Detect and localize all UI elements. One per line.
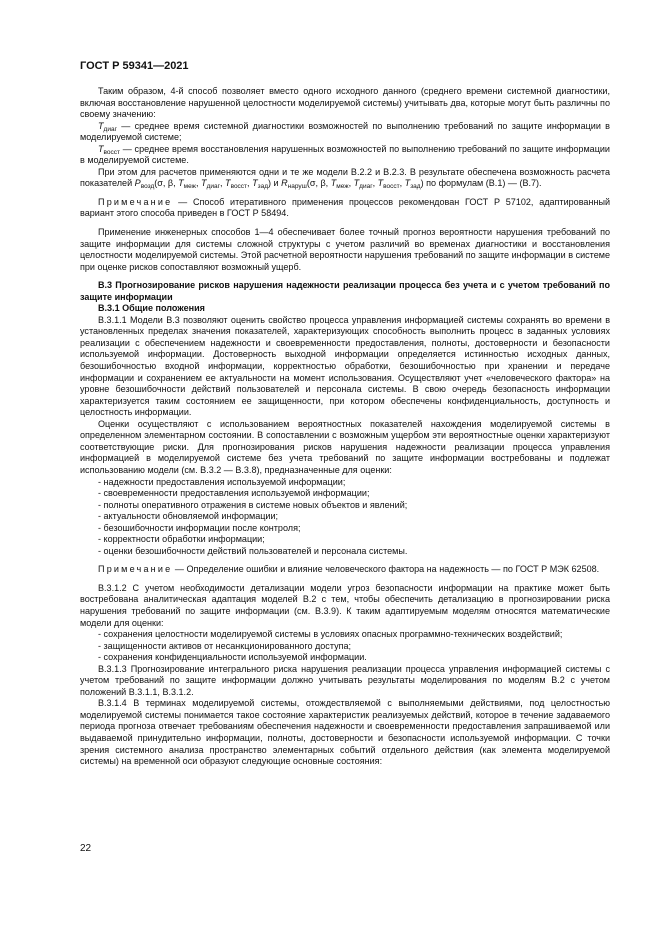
- list-item: - защищенности активов от несанкционированного доступа;: [98, 640, 352, 651]
- definition-t-diag: [80, 121, 610, 144]
- paragraph-formulas: При этом для расчетов применяются одни и те же модели В.2.2 и В.2.3. В результате обеспечена возможность расчета показателей $P_{возд}(\sigma$, β, $T_{меж}$, $T_{диаг}$, $T_{восст}$, $T_{зад}$) и $R_{наруш}(\sigma$, β, $T_{меж}$, $T_{диаг}$, $T_{восст}$, $T_{зад}$) по формулам (В.1) — (В.7).: [80, 166, 610, 191]
- standard-header: ГОСТ Р 59341—2021: [80, 60, 189, 72]
- list-item: - оценки безошибочности действий пользователей и персонала системы.: [98, 545, 408, 556]
- section-heading: В.3 Прогнозирование рисков нарушения надежности реализации процесса без учета и с учетом требований по защите информации: [80, 280, 610, 302]
- list-item: - сохранения целостности моделируемой системы в условиях опасных программно-технических воздействий;: [98, 629, 563, 640]
- symbol-t: T: [98, 120, 104, 131]
- list-item: - сохранения конфиденциальности используемой информации.: [98, 652, 367, 663]
- note-1: [80, 197, 610, 220]
- symbol-t: T: [98, 143, 104, 154]
- paragraph-assessment: Оценки осуществляют с использованием вероятностных показателей нахождения моделируемой системы в определенном элементарном состоянии. В сопоставлении с возможным ущербом эти вероятностные оценки характеризуют соответствующие риски. Для прогнозирования рисков нарушения надежности реализации процесса управления информацией в моделируемой системе без учета требований по защите информации востребованы и подлежат использованию модели (см. В.3.2 — В.3.8), предназначенные для оценки:: [80, 418, 610, 475]
- definition-text: — среднее время системной диагностики возможностей по выполнению требований по защите информации в моделируемой системе;: [80, 120, 610, 143]
- paragraph-intro: Таким образом, 4-й способ позволяет вместо одного исходного данного (среднего времени системной диагностики, включая восстановление нарушенной целостности моделируемой системы) учитывать два, которые могут быть различны по своему значению:: [80, 86, 610, 120]
- note-label: Примечание: [98, 564, 173, 575]
- paragraph-b312: В.3.1.2 С учетом необходимости детализации модели угроз безопасности информации на практике может быть востребована аналитическая адаптация моделей В.2 с тем, чтобы обеспечить детализацию в прогнозировании риска нарушения требований по защите информации (см. В.3.9). К таким адаптируемым моделям относятся математические модели для оценки:: [80, 582, 610, 628]
- subscript-diag: диаг: [103, 125, 117, 133]
- page-number: 22: [80, 843, 92, 854]
- list-item: - своевременности предоставления используемой информации;: [98, 488, 370, 499]
- definition-text: — среднее время восстановления нарушенных возможностей по выполнению требований по защите информации в моделируемой системе.: [80, 143, 610, 166]
- list-item: - безошибочности информации после контроля;: [98, 522, 301, 533]
- list-item: - полноты оперативного отражения в системе новых объектов и явлений;: [98, 499, 408, 510]
- note-text: — Определение ошибки и влияние человеческого фактора на надежность — по ГОСТ Р МЭК 62508.: [172, 564, 600, 575]
- list-item: - актуальности обновляемой информации;: [98, 511, 279, 522]
- list-item: - корректности обработки информации;: [98, 534, 265, 545]
- subsection-heading: В.3.1 Общие положения: [98, 303, 205, 314]
- paragraph-b313: В.3.1.3 Прогнозирование интегрального риска нарушения реализации процесса управления информацией системы с учетом требований по защите информации должно учитывать результаты моделирования по моделям В.2 с учетом положений В.3.1.1, В.3.1.2.: [80, 663, 610, 697]
- note-2: [80, 564, 610, 576]
- body-text: [80, 86, 610, 768]
- note-label: Примечание: [98, 196, 173, 207]
- paragraph-b311: В.3.1.1 Модели В.3 позволяют оценить свойство процесса управления информацией системы сохранять во времени в установленных пределах значения показателей, характеризующих способность выполнить процесс в заданных условиях реализации с обеспечением надежности и своевременности предоставления, полноты, достоверности и безопасности используемой информации. Достоверность выходной информации определяется истинностью исходных данных, безошибочностью входной информации, корректностью обработки, безошибочностью при хранении и передаче информации и сохранением ее актуальности на момент использования. Осуществляют учет «человеческого фактора» на уровне безошибочности действий пользователей и персонала системы. В свою очередь безопасность информации характеризуется таким состоянием ее защищенности, при котором обеспечены конфиденциальность, доступность и целостность информации.: [80, 314, 610, 418]
- paragraph-methods: Применение инженерных способов 1—4 обеспечивает более точный прогноз вероятности нарушения требований по защите информации для системы сложной структуры с учетом различий во временах диагностики и восстановления целостности моделируемой системы. Этой расчетной вероятности нарушения требований по защите информации в системе при оценке рисков сопоставляют возможный ущерб.: [80, 227, 610, 272]
- paragraph-b314: В.3.1.4 В терминах моделируемой системы, отождествляемой с выполняемыми действиями, под целостностью моделируемой системы понимается такое состояние характеристик реализуемых действий, которое в течение задаваемого периода прогноза отвечает требованиям обеспечения надежности и своевременности предоставления запрашиваемой или выдаваемой принудительно информации, полноты, достоверности и безопасности используемой информации. С точки зрения системного анализа пространство элементарных событий отдельного действия (как элемента моделируемой системы) на временной оси образуют следующие основные состояния:: [80, 698, 610, 767]
- definition-t-vosst: [80, 144, 610, 167]
- note-text: — Способ итеративного применения процессов рекомендован ГОСТ Р 57102, адаптированный вариант этого способа приведен в ГОСТ Р 58494.: [80, 196, 610, 219]
- subscript-vosst: восст: [103, 148, 121, 156]
- list-item: - надежности предоставления используемой информации;: [98, 476, 346, 487]
